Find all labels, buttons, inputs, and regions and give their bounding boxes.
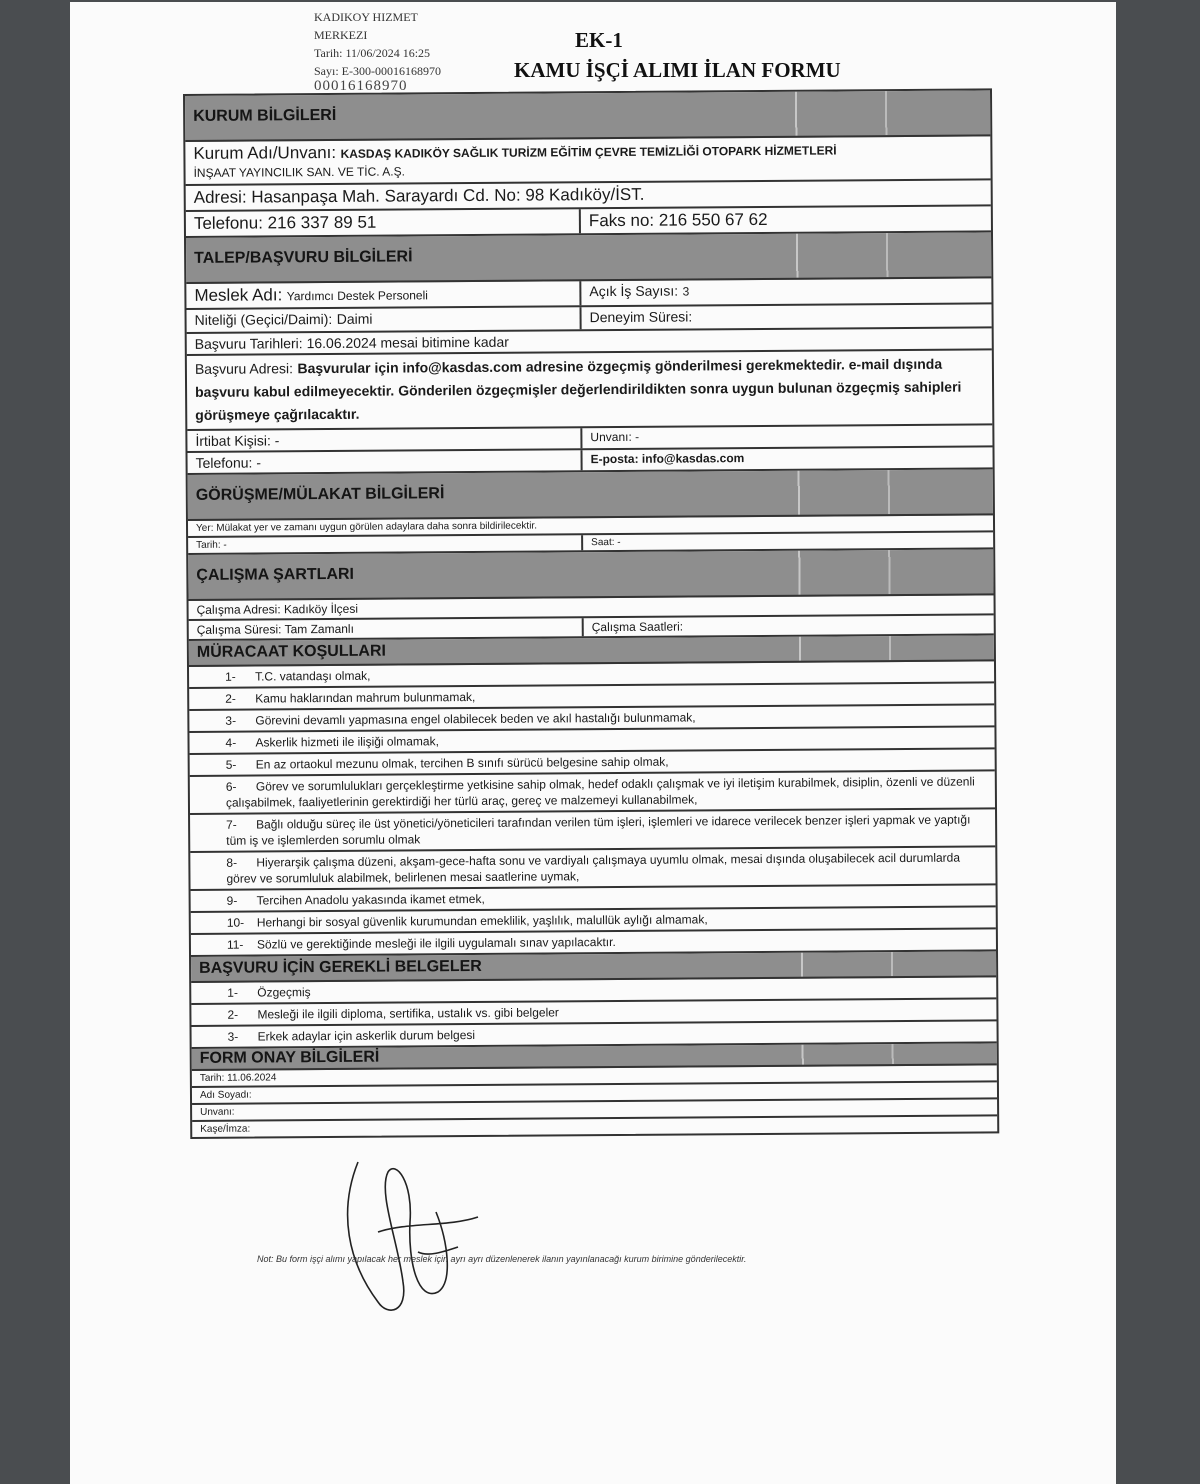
gorusme-tarih: Tarih: - xyxy=(188,535,583,553)
form-title: KAMU İŞÇİ ALIMI İLAN FORMU xyxy=(514,58,841,82)
stamp-number-cut: 00016168970 xyxy=(314,80,408,92)
muracaat-item-number: 4- xyxy=(225,735,237,750)
gorusme-saat: Saat: - xyxy=(591,536,621,549)
irtibat-kisisi: İrtibat Kişisi: - xyxy=(187,428,582,451)
acik-is-value: 3 xyxy=(682,284,690,299)
gorusme-yer: Yer: Mülakat yer ve zamanı uygun görülen adaylara daha sonra bildirilecektir. xyxy=(195,520,538,534)
muracaat-item-number: 1- xyxy=(225,669,236,684)
muracaat-item-text: Tercihen Anadolu yakasında ikamet etmek, xyxy=(256,891,485,908)
section-kurum-heading: KURUM BİLGİLERİ xyxy=(185,90,990,142)
meslek-label: Meslek Adı: xyxy=(194,285,283,305)
irtibat-eposta: E-posta: info@kasdas.com xyxy=(590,451,745,467)
muracaat-item-number: 8- xyxy=(226,855,238,870)
muracaat-item-text: Herhangi bir sosyal güvenlik kurumundan emeklilik, yaşlılık, malullük aylığı almamak, xyxy=(256,912,708,930)
belgeler-item-text: Özgeçmiş xyxy=(257,985,311,1000)
irtibat-telefonu: Telefonu: - xyxy=(188,450,583,473)
handwritten-signature xyxy=(318,1152,488,1322)
basvuru-adresi-row xyxy=(187,350,993,431)
nitelik-value: Daimi xyxy=(336,310,373,327)
basvuru-adresi-label: Başvuru Adresi: xyxy=(194,360,294,377)
kurum-fax: Faks no: 216 550 67 62 xyxy=(588,209,768,231)
nitelik-label: Niteliği (Geçici/Daimi): xyxy=(194,310,333,328)
meslek-value: Yardımcı Destek Personeli xyxy=(286,288,428,304)
muracaat-item-text: T.C. vatandaşı olmak, xyxy=(255,668,371,684)
kurum-name-value-1: KASDAŞ KADIKÖY SAĞLIK TURİZM EĞİTİM ÇEVRE TEMİZLİĞİ OTOPARK HİZMETLERİ xyxy=(340,143,837,161)
kurum-address: Adresi: Hasanpaşa Mah. Sarayardı Cd. No: 98 Kadıköy/İST. xyxy=(193,184,645,207)
stamp-line-2: MERKEZI xyxy=(314,28,368,42)
muracaat-item-text: Hiyerarşik çalışma düzeni, akşam-gece-hafta sonu ve vardiyalı çalışmaya uyumlu olmak, mesai dışında oluşabilecek acil durumlarda görev ve sorumluluk alabilmek, belirlenen mesai saatlerine uymak, xyxy=(226,850,961,886)
belgeler-item-text: Erkek adaylar için askerlik durum belgesi xyxy=(257,1027,476,1044)
stamp-number: Sayı: E-300-00016168970 xyxy=(314,64,441,78)
muracaat-item-number: 6- xyxy=(225,779,237,794)
stamp-line-1: KADIKOY HIZMET xyxy=(314,10,418,24)
muracaat-item-text: Askerlik hizmeti ile ilişiği olmamak, xyxy=(255,734,439,750)
muracaat-item-text: Sözlü ve gerektiğinde mesleği ile ilgili uygulamalı sınav yapılacaktır. xyxy=(256,934,616,952)
section-talep-heading: TALEP/BAŞVURU BİLGİLERİ xyxy=(186,232,991,284)
kurum-name-row xyxy=(185,136,990,186)
kurum-name-label: Kurum Adı/Unvanı: xyxy=(193,142,337,163)
muracaat-item xyxy=(190,771,995,815)
muracaat-item-number: 10- xyxy=(226,915,245,930)
basvuru-tarihleri: Başvuru Tarihleri: 16.06.2024 mesai bitimine kadar xyxy=(194,333,509,352)
acik-is-label: Açık İş Sayısı: xyxy=(589,282,679,300)
muracaat-item xyxy=(190,809,995,853)
onay-adi-soyadi: Adı Soyadı: xyxy=(199,1089,252,1101)
section-onay-heading: FORM ONAY BİLGİLERİ xyxy=(192,1043,997,1071)
muracaat-item xyxy=(190,847,995,891)
section-belgeler-heading: BAŞVURU İÇİN GEREKLİ BELGELER xyxy=(191,951,996,983)
muracaat-item-number: 5- xyxy=(225,757,237,772)
muracaat-item-number: 3- xyxy=(225,713,237,728)
registry-stamp xyxy=(314,8,484,92)
document-page xyxy=(70,2,1116,1484)
muracaat-item-number: 9- xyxy=(226,893,238,908)
footnote: Not: Bu form işçi alımı yapılacak her meslek için ayrı ayrı düzenlenerek ilanın yayınlanacağı kurum birimine gönderilecektir. xyxy=(257,1254,747,1264)
muracaat-item-number: 11- xyxy=(226,937,244,952)
muracaat-list xyxy=(189,661,996,957)
section-calisma-heading: ÇALIŞMA ŞARTLARI xyxy=(188,549,993,601)
kurum-name-value-2: İNŞAAT YAYINCILIK SAN. VE TİC. A.Ş. xyxy=(193,164,406,180)
muracaat-item-number: 2- xyxy=(225,691,236,706)
belgeler-item-text: Mesleği ile ilgili diploma, sertifika, ustalık vs. gibi belgeler xyxy=(257,1005,559,1022)
muracaat-item-text: Görevini devamlı yapmasına engel olabilecek beden ve akıl hastalığı bulunmamak, xyxy=(255,710,696,728)
irtibat-unvani: Unvanı: - xyxy=(590,429,640,445)
deneyim-label: Deneyim Süresi: xyxy=(589,308,693,326)
calisma-adresi: Çalışma Adresi: Kadıköy İlçesi xyxy=(196,601,359,617)
form-code: EK-1 xyxy=(575,28,623,52)
kurum-phone: Telefonu: 216 337 89 51 xyxy=(186,209,581,236)
muracaat-item-number: 7- xyxy=(226,817,237,832)
calisma-suresi: Çalışma Süresi: Tam Zamanlı xyxy=(189,618,584,639)
stamp-date: Tarih: 11/06/2024 16:25 xyxy=(314,46,431,60)
section-muracaat-heading: MÜRACAAT KOŞULLARI xyxy=(189,635,994,667)
belgeler-item-number: 3- xyxy=(227,1029,239,1044)
muracaat-item-text: Kamu haklarından mahrum bulunmamak, xyxy=(255,689,476,706)
section-gorusme-heading: GÖRÜŞME/MÜLAKAT BİLGİLERİ xyxy=(188,469,993,521)
basvuru-adresi-value: Başvurular için info@kasdas.com adresine özgeçmiş gönderilmesi gerekmektedir. e-mail dışında başvuru kabul edilmeyecektir. Gönderilen özgeçmişler değerlendirildikten sonra uygun bulunan özgeçmiş sahipleri görüşmeye çağrılacaktır. xyxy=(195,355,962,423)
belgeler-list xyxy=(191,977,996,1049)
onay-tarih: Tarih: 11.06.2024 xyxy=(199,1072,277,1084)
muracaat-item-text: Bağlı olduğu süreç ile üst yönetici/yöneticileri tarafından verilen tüm işleri, işlemleri ve idarece verilecek benzer işleri yapmak ve yaptığı tüm iş ve işlemlerden sorumlu olmak xyxy=(226,812,971,848)
belgeler-item-number: 1- xyxy=(227,985,238,1000)
calisma-saatleri: Çalışma Saatleri: xyxy=(591,619,684,635)
onay-kase-imza: Kaşe/İmza: xyxy=(200,1123,251,1135)
belgeler-item-number: 2- xyxy=(227,1007,239,1022)
application-form xyxy=(183,88,999,1139)
muracaat-item-text: En az ortaokul mezunu olmak, tercihen B sınıfı sürücü belgesine sahip olmak, xyxy=(255,754,669,772)
onay-unvani: Unvanı: xyxy=(200,1106,235,1118)
muracaat-item-text: Görev ve sorumlulukları gerçekleştirme yetkisine sahip olmak, hedef odaklı çalışmak ve iyi iletişim kurabilmek, disiplin, özenli ve düzenli çalışabilmek, faaliyetlerinin gerektirdiği her türlü araç, gereç ve malzemeyi kullanabilmek, xyxy=(225,774,975,810)
